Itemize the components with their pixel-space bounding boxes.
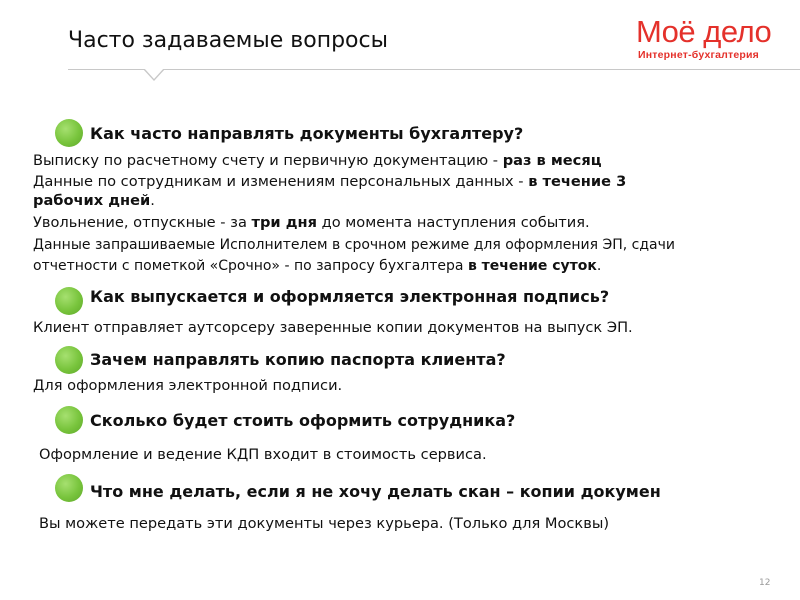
faq-answer: Оформление и ведение КДП входит в стоимость сервиса.: [39, 446, 487, 463]
green-bullet-icon: [55, 406, 83, 434]
logo: Моё дело: [636, 14, 772, 49]
green-bullet-icon: [55, 346, 83, 374]
header-divider-notch: [143, 69, 165, 81]
green-bullet-icon: [55, 119, 83, 147]
answer-emphasis: в течение 3: [528, 173, 627, 190]
green-bullet-icon: [55, 287, 83, 315]
faq-answer: [33, 172, 626, 191]
faq-question: Зачем направлять копию паспорта клиента?: [90, 350, 506, 369]
faq-answer: [33, 257, 601, 276]
header-divider: [68, 69, 800, 70]
page-title: Часто задаваемые вопросы: [68, 28, 388, 53]
faq-question: Что мне делать, если я не хочу делать скан – копии докумен: [90, 482, 661, 501]
green-bullet-icon: [55, 474, 83, 502]
faq-answer: [33, 236, 675, 255]
faq-answer: Клиент отправляет аутсорсеру заверенные копии документов на выпуск ЭП.: [33, 319, 633, 336]
answer-emphasis: три дня: [251, 214, 317, 231]
answer-text: .: [150, 192, 155, 209]
faq-question: Как выпускается и оформляется электронная подпись?: [90, 287, 610, 306]
answer-text: .: [596, 258, 602, 274]
answer-text: отчетности с пометкой «Срочно» - по запросу бухгалтера: [33, 258, 468, 274]
answer-emphasis: раз в месяц: [502, 152, 602, 169]
answer-emphasis: в течение суток: [467, 258, 597, 274]
answer-text: Данные по сотрудникам и изменениям персональных данных -: [33, 173, 529, 190]
logo-tagline: Интернет-бухгалтерия: [638, 49, 759, 61]
answer-emphasis: рабочих дней: [33, 192, 151, 209]
faq-question: Как часто направлять документы бухгалтеру?: [90, 124, 524, 143]
faq-answer: Для оформления электронной подписи.: [33, 377, 343, 394]
page-number: 12: [759, 578, 771, 588]
answer-text: до момента наступления события.: [316, 214, 590, 231]
faq-answer: [33, 191, 155, 210]
answer-text: Данные запрашиваемые Исполнителем в срочном режиме для оформления ЭП, сдачи: [33, 237, 675, 253]
answer-text: Увольнение, отпускные - за: [33, 214, 252, 231]
faq-question: Сколько будет стоить оформить сотрудника?: [90, 411, 516, 430]
faq-answer: Вы можете передать эти документы через курьера. (Только для Москвы): [39, 515, 610, 532]
faq-answer: [33, 151, 602, 170]
faq-answer: [33, 213, 590, 232]
answer-text: Выписку по расчетному счету и первичную документацию -: [33, 152, 503, 169]
